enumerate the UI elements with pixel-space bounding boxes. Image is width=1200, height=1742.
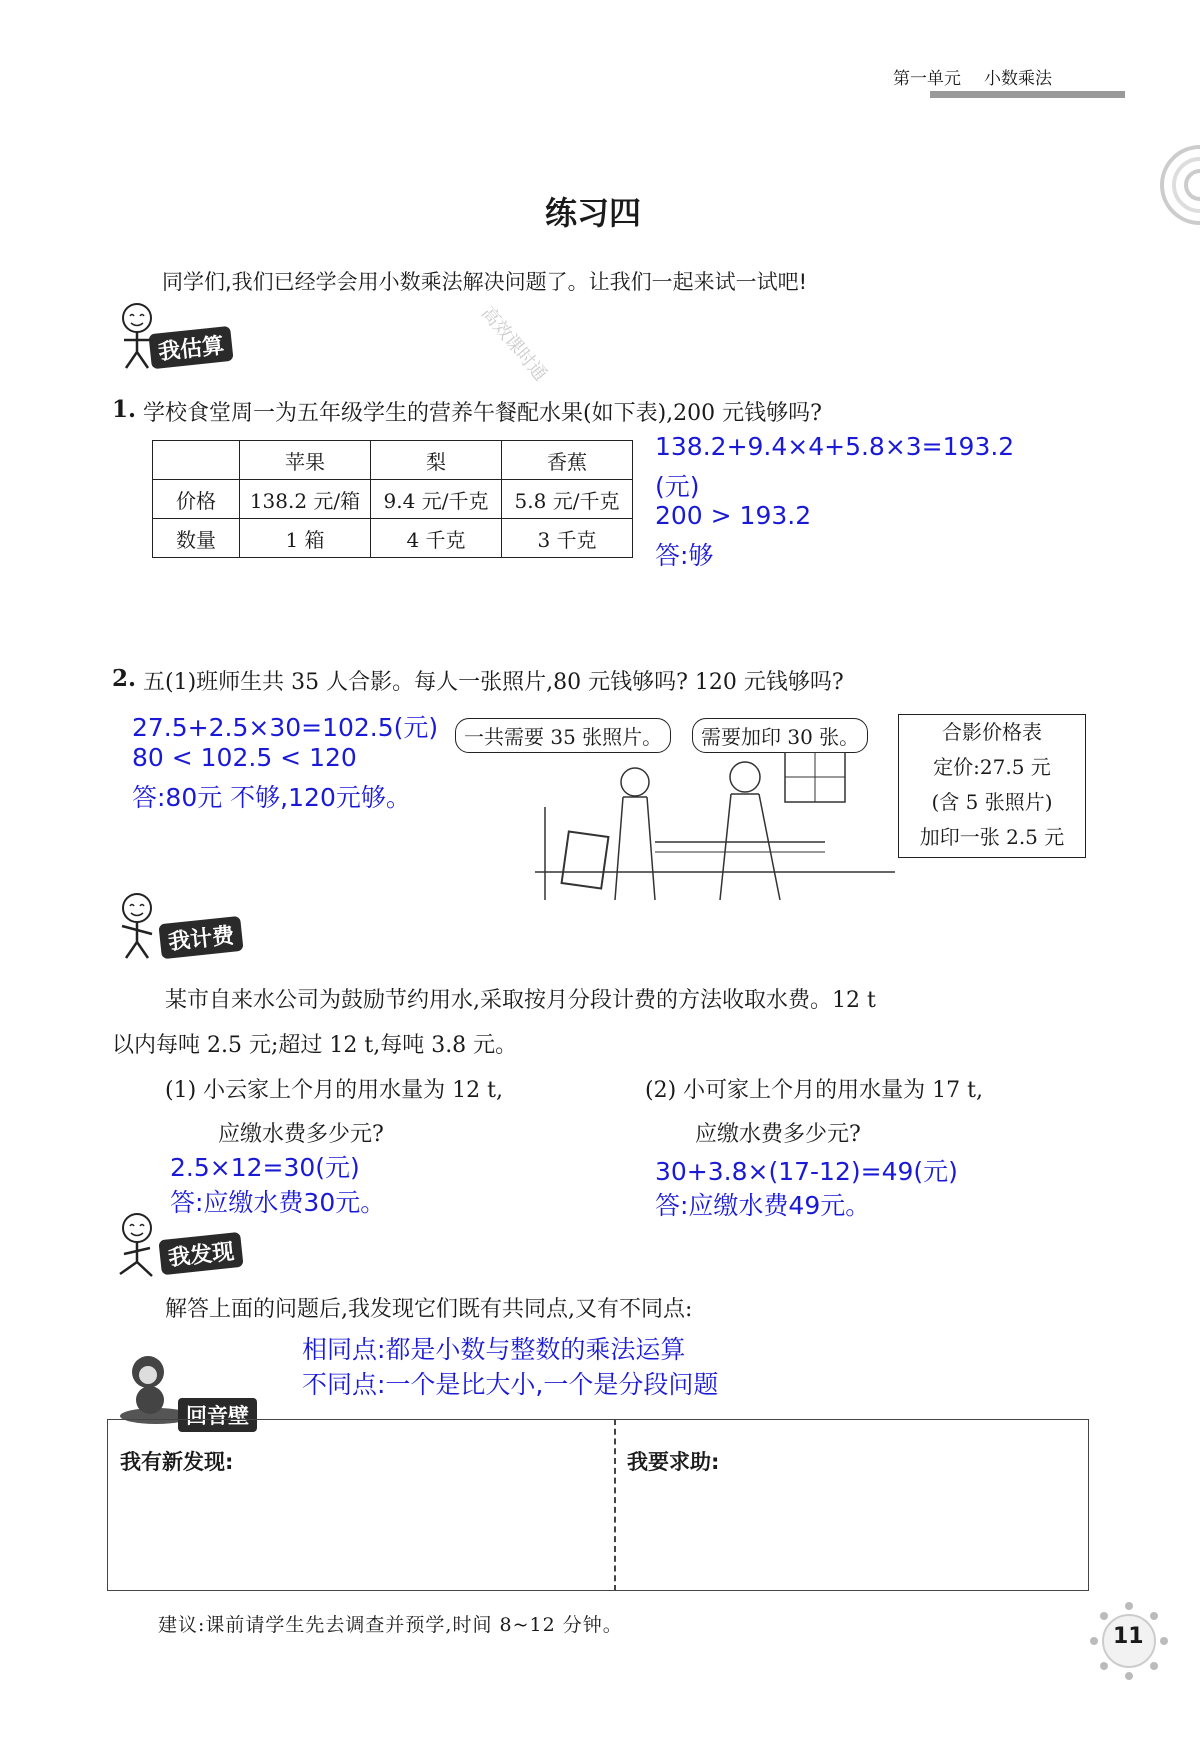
table-cell: 1 箱 bbox=[240, 519, 371, 558]
fruit-price-table bbox=[152, 440, 633, 558]
table-cell: 苹果 bbox=[240, 441, 371, 480]
cartoon-kid-icon bbox=[112, 890, 162, 962]
table-cell: 数量 bbox=[153, 519, 240, 558]
swirl-decoration bbox=[1160, 140, 1200, 230]
discover-text: 解答上面的问题后,我发现它们既有共同点,又有不同点: bbox=[165, 1297, 693, 1322]
header-rule bbox=[930, 91, 1125, 98]
feedback-left-label: 我有新发现: bbox=[120, 1450, 234, 1474]
cartoon-kid-icon bbox=[112, 1210, 162, 1282]
group-photo-price-box bbox=[898, 714, 1086, 858]
speech-bubble: 一共需要 35 张照片。 bbox=[455, 718, 671, 753]
discover-answer: 相同点:都是小数与整数的乘法运算 bbox=[302, 1335, 686, 1364]
price-box-line: (含 5 张照片) bbox=[931, 790, 1053, 814]
water-text-2: 以内每吨 2.5 元;超过 12 t,每吨 3.8 元。 bbox=[112, 1033, 518, 1058]
page-number: 11 bbox=[1113, 1624, 1144, 1649]
price-box-line: 合影价格表 bbox=[942, 720, 1042, 744]
water-p2-answer: 答:应缴水费49元。 bbox=[655, 1191, 871, 1220]
section-echo: 回音壁 bbox=[178, 1398, 257, 1432]
q1-answer-line: (元) bbox=[655, 472, 700, 501]
table-cell: 5.8 元/千克 bbox=[502, 480, 633, 519]
table-cell: 价格 bbox=[153, 480, 240, 519]
header-topic: 小数乘法 bbox=[984, 69, 1052, 89]
feedback-box bbox=[107, 1419, 1089, 1591]
watermark: 高效课时通 bbox=[476, 302, 551, 386]
q1-number: 1. bbox=[112, 396, 137, 423]
intro-text: 同学们,我们已经学会用小数乘法解决问题了。让我们一起来试一试吧! bbox=[162, 270, 808, 294]
q2-answer-line: 答:80元 不够,120元够。 bbox=[132, 783, 411, 812]
table-row bbox=[153, 519, 633, 558]
q1-answer-line: 答:够 bbox=[655, 541, 714, 570]
section-discover: 我发现 bbox=[158, 1232, 243, 1275]
water-p2-line1: (2) 小可家上个月的用水量为 17 t, bbox=[645, 1078, 983, 1103]
water-text-1: 某市自来水公司为鼓励节约用水,采取按月分段计费的方法收取水费。12 t bbox=[165, 988, 876, 1013]
table-cell bbox=[153, 441, 240, 480]
q2-number: 2. bbox=[112, 665, 137, 692]
feedback-divider bbox=[614, 1419, 616, 1591]
monkey-mascot-icon bbox=[106, 1350, 186, 1425]
price-box-line: 加印一张 2.5 元 bbox=[919, 825, 1065, 849]
q2-text: 五(1)班师生共 35 人合影。每人一张照片,80 元钱够吗? 120 元钱够吗? bbox=[143, 670, 844, 695]
discover-answer: 不同点:一个是比大小,一个是分段问题 bbox=[302, 1370, 719, 1399]
table-row bbox=[153, 480, 633, 519]
water-p2-line2: 应缴水费多少元? bbox=[695, 1122, 861, 1147]
water-p2-answer: 30+3.8×(17-12)=49(元) bbox=[655, 1157, 958, 1186]
q2-answer-line: 27.5+2.5×30=102.5(元) bbox=[132, 713, 439, 742]
water-p1-answer: 答:应缴水费30元。 bbox=[170, 1188, 386, 1217]
table-cell: 138.2 元/箱 bbox=[240, 480, 371, 519]
table-row bbox=[153, 441, 633, 480]
q1-answer-line: 200 > 193.2 bbox=[655, 501, 812, 530]
q2-answer-line: 80 < 102.5 < 120 bbox=[132, 743, 357, 772]
footer-note: 建议:课前请学生先去调查并预学,时间 8~12 分钟。 bbox=[158, 1614, 623, 1636]
photo-studio-illustration bbox=[535, 752, 895, 900]
water-p1-line2: 应缴水费多少元? bbox=[218, 1122, 384, 1147]
page-title: 练习四 bbox=[545, 194, 642, 232]
section-estimate: 我估算 bbox=[148, 326, 233, 369]
feedback-right-label: 我要求助: bbox=[627, 1450, 720, 1474]
speech-bubble: 需要加印 30 张。 bbox=[692, 718, 868, 753]
header-unit: 第一单元 bbox=[893, 69, 961, 89]
section-calculate: 我计费 bbox=[158, 916, 243, 959]
q1-answer-line: 138.2+9.4×4+5.8×3=193.2 bbox=[655, 432, 1015, 461]
water-p1-line1: (1) 小云家上个月的用水量为 12 t, bbox=[165, 1078, 503, 1103]
q1-text: 学校食堂周一为五年级学生的营养午餐配水果(如下表),200 元钱够吗? bbox=[143, 401, 822, 426]
table-cell: 3 千克 bbox=[502, 519, 633, 558]
table-cell: 梨 bbox=[371, 441, 502, 480]
table-cell: 9.4 元/千克 bbox=[371, 480, 502, 519]
price-box-line: 定价:27.5 元 bbox=[933, 755, 1051, 779]
table-cell: 4 千克 bbox=[371, 519, 502, 558]
water-p1-answer: 2.5×12=30(元) bbox=[170, 1153, 360, 1182]
table-cell: 香蕉 bbox=[502, 441, 633, 480]
